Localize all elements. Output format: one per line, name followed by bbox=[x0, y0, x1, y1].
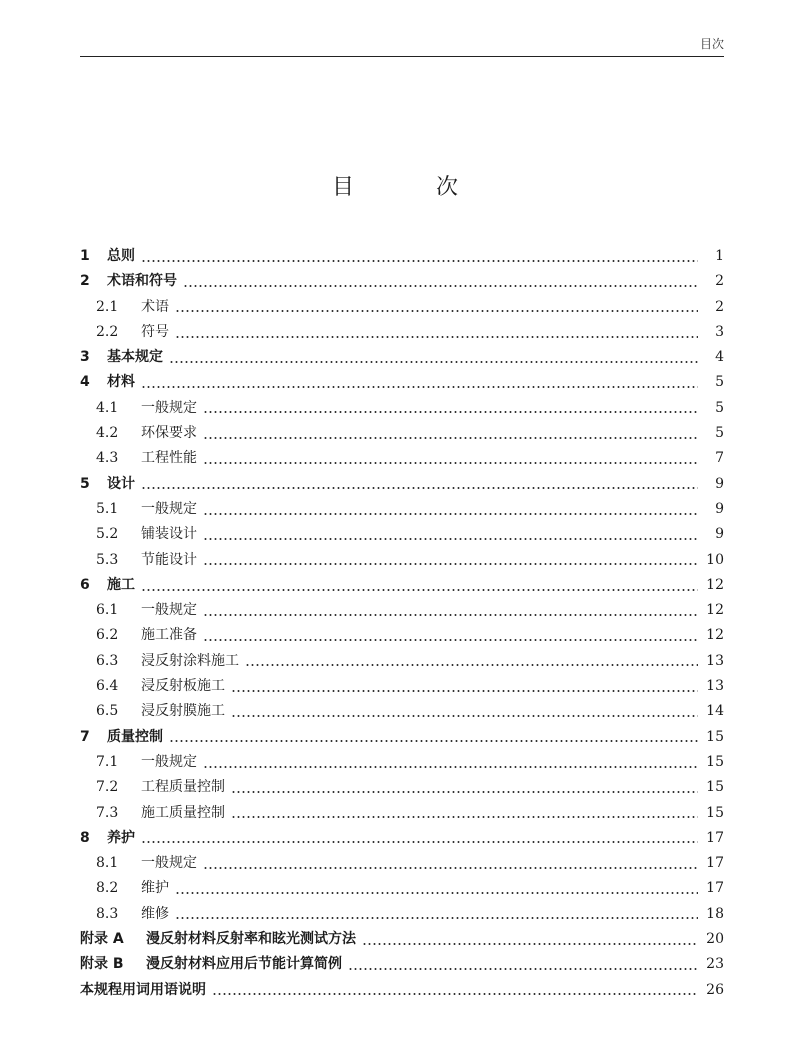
toc-entry-page: 12 bbox=[706, 576, 724, 593]
toc-entry-title: 一般规定 bbox=[141, 399, 197, 416]
toc-entry-title: 节能设计 bbox=[141, 551, 197, 568]
toc-entry-title: 质量控制 bbox=[107, 728, 163, 745]
toc-entry-page: 15 bbox=[706, 804, 724, 821]
toc-entry-page: 14 bbox=[706, 703, 724, 720]
toc-entry-number: 6.3 bbox=[96, 652, 119, 669]
toc-entry[interactable] bbox=[80, 751, 724, 776]
toc-entry[interactable] bbox=[80, 296, 724, 321]
toc-leader-dots bbox=[141, 486, 698, 490]
toc-entry-page: 9 bbox=[715, 526, 724, 543]
toc-entry-title: 施工准备 bbox=[141, 627, 197, 644]
toc-entry-title: 材料 bbox=[107, 374, 135, 391]
toc-entry-title: 养护 bbox=[107, 829, 135, 846]
toc-entry[interactable] bbox=[80, 979, 724, 1004]
toc-entry-page: 2 bbox=[715, 298, 724, 315]
toc-entry[interactable] bbox=[80, 245, 724, 270]
toc-entry-number: 4.1 bbox=[96, 399, 119, 416]
toc-entry-number: 附录 B bbox=[80, 956, 124, 973]
toc-leader-dots bbox=[203, 537, 698, 541]
toc-leader-dots bbox=[245, 663, 698, 667]
toc-entry-number: 6.2 bbox=[96, 627, 119, 644]
toc-entry-number: 8.2 bbox=[96, 880, 119, 897]
toc-entry-number: 6 bbox=[80, 576, 90, 593]
toc-entry-page: 4 bbox=[715, 349, 724, 366]
table-of-contents bbox=[80, 245, 724, 1004]
toc-entry-title: 总则 bbox=[107, 248, 135, 264]
toc-leader-dots bbox=[203, 765, 698, 769]
toc-entry-page: 15 bbox=[706, 753, 724, 770]
toc-entry[interactable] bbox=[80, 447, 724, 472]
toc-entry[interactable] bbox=[80, 877, 724, 902]
toc-entry[interactable] bbox=[80, 852, 724, 877]
toc-leader-dots bbox=[175, 335, 698, 339]
toc-leader-dots bbox=[175, 916, 698, 920]
toc-entry-number: 5.1 bbox=[96, 500, 119, 517]
toc-entry-title: 环保要求 bbox=[141, 425, 197, 442]
toc-entry-title: 漫反射材料反射率和眩光测试方法 bbox=[146, 931, 356, 948]
toc-entry[interactable] bbox=[80, 776, 724, 801]
toc-entry[interactable] bbox=[80, 650, 724, 675]
toc-entry-title: 一般规定 bbox=[141, 602, 197, 619]
toc-entry-title: 维修 bbox=[141, 905, 169, 922]
toc-entry-page: 10 bbox=[706, 551, 724, 568]
toc-entry-number: 4 bbox=[80, 374, 90, 391]
toc-entry[interactable] bbox=[80, 675, 724, 700]
toc-entry-number: 8.3 bbox=[96, 905, 119, 922]
toc-entry[interactable] bbox=[80, 371, 724, 396]
toc-leader-dots bbox=[183, 284, 698, 288]
toc-entry[interactable] bbox=[80, 574, 724, 599]
toc-entry-page: 5 bbox=[715, 399, 724, 416]
toc-entry-number: 5 bbox=[80, 475, 90, 492]
toc-entry-number: 8.1 bbox=[96, 855, 119, 872]
toc-entry-number: 3 bbox=[80, 349, 90, 366]
toc-entry-page: 12 bbox=[706, 602, 724, 619]
toc-leader-dots bbox=[203, 410, 698, 414]
running-head bbox=[80, 30, 724, 57]
toc-entry[interactable] bbox=[80, 473, 724, 498]
toc-entry[interactable] bbox=[80, 953, 724, 978]
toc-entry-number: 7.3 bbox=[96, 804, 119, 821]
toc-entry[interactable] bbox=[80, 498, 724, 523]
toc-leader-dots bbox=[212, 992, 698, 996]
toc-entry-page: 5 bbox=[715, 425, 724, 442]
toc-entry-title: 浸反射涂料施工 bbox=[141, 652, 239, 669]
toc-leader-dots bbox=[203, 512, 698, 516]
toc-entry-title: 维护 bbox=[141, 880, 169, 897]
toc-leader-dots bbox=[231, 714, 698, 718]
toc-entry[interactable] bbox=[80, 599, 724, 624]
toc-leader-dots bbox=[348, 967, 698, 971]
toc-leader-dots bbox=[141, 385, 698, 389]
toc-entry[interactable] bbox=[80, 903, 724, 928]
toc-entry-title: 施工 bbox=[107, 576, 135, 593]
toc-entry-page: 17 bbox=[706, 829, 724, 846]
toc-leader-dots bbox=[169, 739, 698, 743]
toc-entry-number: 6.1 bbox=[96, 602, 119, 619]
toc-entry-page: 20 bbox=[706, 931, 724, 948]
toc-leader-dots bbox=[175, 309, 698, 313]
toc-entry-title: 本规程用词用语说明 bbox=[80, 981, 206, 998]
toc-leader-dots bbox=[141, 259, 698, 263]
toc-entry-page: 2 bbox=[715, 273, 724, 290]
toc-entry-title: 浸反射板施工 bbox=[141, 678, 225, 695]
toc-leader-dots bbox=[169, 360, 698, 364]
toc-entry-page: 1 bbox=[715, 248, 724, 264]
toc-leader-dots bbox=[203, 461, 698, 465]
toc-entry-title: 基本规定 bbox=[107, 349, 163, 366]
toc-entry-page: 17 bbox=[706, 855, 724, 872]
toc-entry-number: 5.3 bbox=[96, 551, 119, 568]
toc-entry-number: 7.2 bbox=[96, 779, 119, 796]
toc-entry-number: 2 bbox=[80, 273, 90, 290]
toc-leader-dots bbox=[203, 638, 698, 642]
toc-entry-page: 7 bbox=[715, 450, 724, 467]
toc-leader-dots bbox=[203, 613, 698, 617]
toc-entry-page: 13 bbox=[706, 678, 724, 695]
toc-entry-number: 6.5 bbox=[96, 703, 119, 720]
toc-entry-page: 18 bbox=[706, 905, 724, 922]
toc-leader-dots bbox=[203, 562, 698, 566]
toc-entry-title: 一般规定 bbox=[141, 753, 197, 770]
toc-entry[interactable] bbox=[80, 523, 724, 548]
toc-leader-dots bbox=[175, 891, 698, 895]
toc-entry[interactable] bbox=[80, 928, 724, 953]
toc-entry-page: 9 bbox=[715, 475, 724, 492]
toc-entry-title: 术语和符号 bbox=[107, 273, 177, 290]
toc-entry[interactable] bbox=[80, 549, 724, 574]
toc-entry-page: 9 bbox=[715, 500, 724, 517]
toc-entry-number: 6.4 bbox=[96, 678, 119, 695]
toc-entry-title: 漫反射材料应用后节能计算简例 bbox=[146, 956, 342, 973]
running-head-text: 目次 bbox=[699, 37, 724, 51]
toc-entry-page: 17 bbox=[706, 880, 724, 897]
toc-leader-dots bbox=[231, 790, 698, 794]
toc-entry-title: 工程性能 bbox=[141, 450, 197, 467]
toc-entry-number: 附录 A bbox=[80, 931, 124, 948]
toc-entry-title: 一般规定 bbox=[141, 855, 197, 872]
toc-entry-title: 浸反射膜施工 bbox=[141, 703, 225, 720]
toc-entry-number: 2.2 bbox=[96, 323, 119, 340]
toc-entry-page: 26 bbox=[706, 981, 724, 998]
toc-entry-number: 8 bbox=[80, 829, 90, 846]
toc-entry-number: 2.1 bbox=[96, 298, 119, 315]
toc-entry-number: 4.3 bbox=[96, 450, 119, 467]
toc-entry[interactable] bbox=[80, 802, 724, 827]
toc-entry[interactable] bbox=[80, 346, 724, 371]
toc-leader-dots bbox=[231, 689, 698, 693]
toc-entry-number: 1 bbox=[80, 248, 90, 264]
toc-entry[interactable] bbox=[80, 422, 724, 447]
toc-entry-title: 符号 bbox=[141, 323, 169, 340]
toc-entry-title: 设计 bbox=[107, 475, 135, 492]
toc-entry[interactable] bbox=[80, 726, 724, 751]
toc-entry-title: 铺装设计 bbox=[141, 526, 197, 543]
page-title: 目 次 bbox=[331, 175, 488, 200]
toc-entry-number: 4.2 bbox=[96, 425, 119, 442]
toc-entry-page: 15 bbox=[706, 779, 724, 796]
toc-entry-title: 施工质量控制 bbox=[141, 804, 225, 821]
toc-entry[interactable] bbox=[80, 270, 724, 295]
toc-entry-number: 7 bbox=[80, 728, 90, 745]
toc-entry-page: 12 bbox=[706, 627, 724, 644]
toc-entry-title: 一般规定 bbox=[141, 500, 197, 517]
toc-leader-dots bbox=[141, 588, 698, 592]
toc-entry[interactable] bbox=[80, 700, 724, 725]
toc-entry[interactable] bbox=[80, 397, 724, 422]
toc-leader-dots bbox=[203, 436, 698, 440]
toc-entry-number: 7.1 bbox=[96, 753, 119, 770]
toc-entry[interactable] bbox=[80, 321, 724, 346]
toc-leader-dots bbox=[362, 942, 698, 946]
toc-entry-page: 3 bbox=[715, 323, 724, 340]
toc-entry-title: 术语 bbox=[141, 298, 169, 315]
toc-entry-page: 13 bbox=[706, 652, 724, 669]
toc-entry-page: 15 bbox=[706, 728, 724, 745]
toc-entry-page: 23 bbox=[706, 956, 724, 973]
toc-leader-dots bbox=[231, 815, 698, 819]
toc-leader-dots bbox=[141, 840, 698, 844]
toc-entry-title: 工程质量控制 bbox=[141, 779, 225, 796]
toc-entry[interactable] bbox=[80, 827, 724, 852]
toc-leader-dots bbox=[203, 866, 698, 870]
toc-entry-number: 5.2 bbox=[96, 526, 119, 543]
toc-entry-page: 5 bbox=[715, 374, 724, 391]
toc-entry[interactable] bbox=[80, 624, 724, 649]
